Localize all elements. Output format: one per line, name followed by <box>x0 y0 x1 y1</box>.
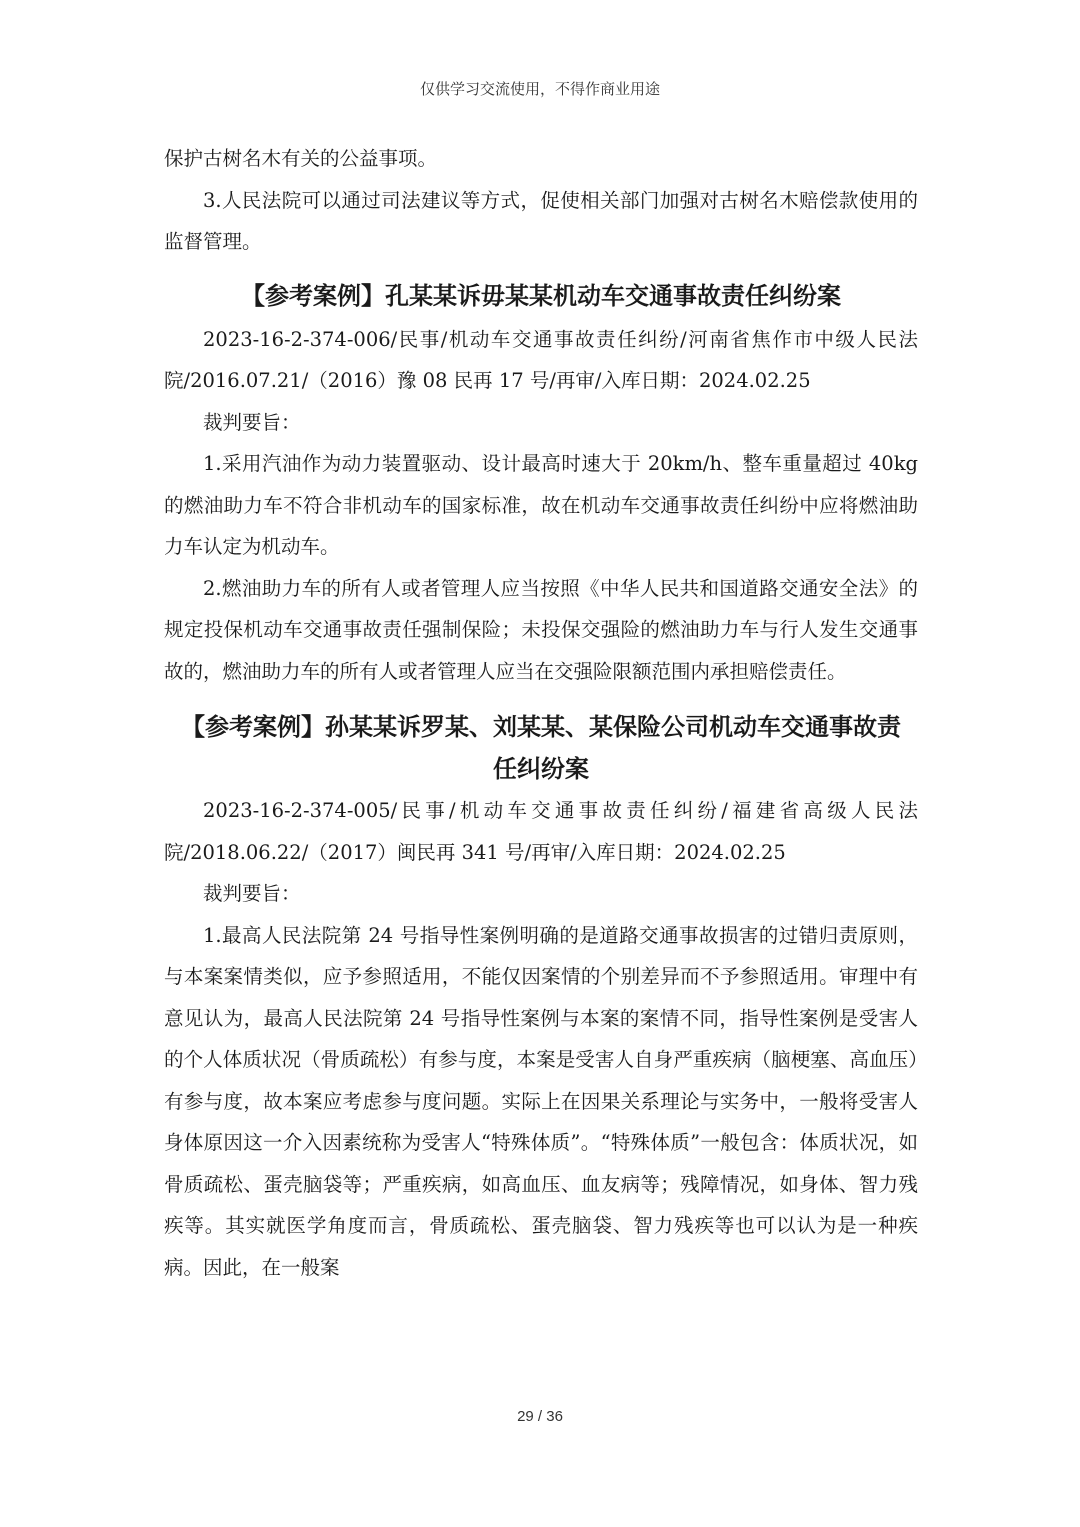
case2-paragraph-1: 1.最高人民法院第 24 号指导性案例明确的是道路交通事故损害的过错归责原则，与本案案情类似，应予参照适用，不能仅因案情的个别差异而不予参照适用。审理中有意见认为，最高人民法院第 24 号指导性案例与本案的案情不同，指导性案例是受害人的个人体质状况（骨质疏松）有参与度，本案是受害人自身严重疾病（脑梗塞、高血压）有参与度，故本案应考虑参与度问题。实际上在因果关系理论与实务中，一般将受害人身体原因这一介入因素统称为受害人“特殊体质”。“特殊体质”一般包含：体质状况，如骨质疏松、蛋壳脑袋等；严重疾病，如高血压、血友病等；残障情况，如身体、智力残疾等。其实就医学角度而言，骨质疏松、蛋壳脑袋、智力残疾等也可以认为是一种疾病。因此，在一般案 <box>164 923 918 1279</box>
case-title-2 <box>164 706 918 790</box>
paragraph-continuation: 保护古树名木有关的公益事项。 <box>164 147 438 170</box>
case-gist-label-1: 裁判要旨： <box>203 410 301 434</box>
case-meta-2: 2023-16-2-374-005/民事/机动车交通事故责任纠纷/福建省高级人民法院/2018.06.22/（2017）闽民再 341 号/再审/入库日期：2024.02.25 <box>164 799 918 864</box>
case1-paragraph-2: 2.燃油助力车的所有人或者管理人应当按照《中华人民共和国道路交通安全法》的规定投保机动车交通事故责任强制保险；未投保交强险的燃油助力车与行人发生交通事故的，燃油助力车的所有人或者管理人应当在交强险限额范围内承担赔偿责任。 <box>164 576 918 683</box>
paragraph-item-3: 3.人民法院可以通过司法建议等方式，促使相关部门加强对古树名木赔偿款使用的监督管理。 <box>164 188 918 253</box>
case-title-2-line-1: 【参考案例】孙某某诉罗某、刘某某、某保险公司机动车交通事故责 <box>181 712 901 741</box>
page-number: 29 / 36 <box>517 1408 563 1425</box>
page-header: 仅供学习交流使用，不得作商业用途 <box>419 80 660 98</box>
document-body <box>164 138 918 1288</box>
case-title-2-line-2: 任纠纷案 <box>493 754 589 783</box>
case-gist-label-2: 裁判要旨： <box>203 882 301 905</box>
case1-paragraph-1: 1.采用汽油作为动力装置驱动、设计最高时速大于 20km/h、整车重量超过 40kg 的燃油助力车不符合非机动车的国家标准，故在机动车交通事故责任纠纷中应将燃油助力车认定为机动车。 <box>164 452 918 558</box>
case-meta-1: 2023-16-2-374-006/民事/机动车交通事故责任纠纷/河南省焦作市中级人民法院/2016.07.21/（2016）豫 08 民再 17 号/再审/入库日期：2024.02.25 <box>164 327 918 392</box>
case-title-1: 【参考案例】孔某某诉毋某某机动车交通事故责任纠纷案 <box>241 280 841 310</box>
